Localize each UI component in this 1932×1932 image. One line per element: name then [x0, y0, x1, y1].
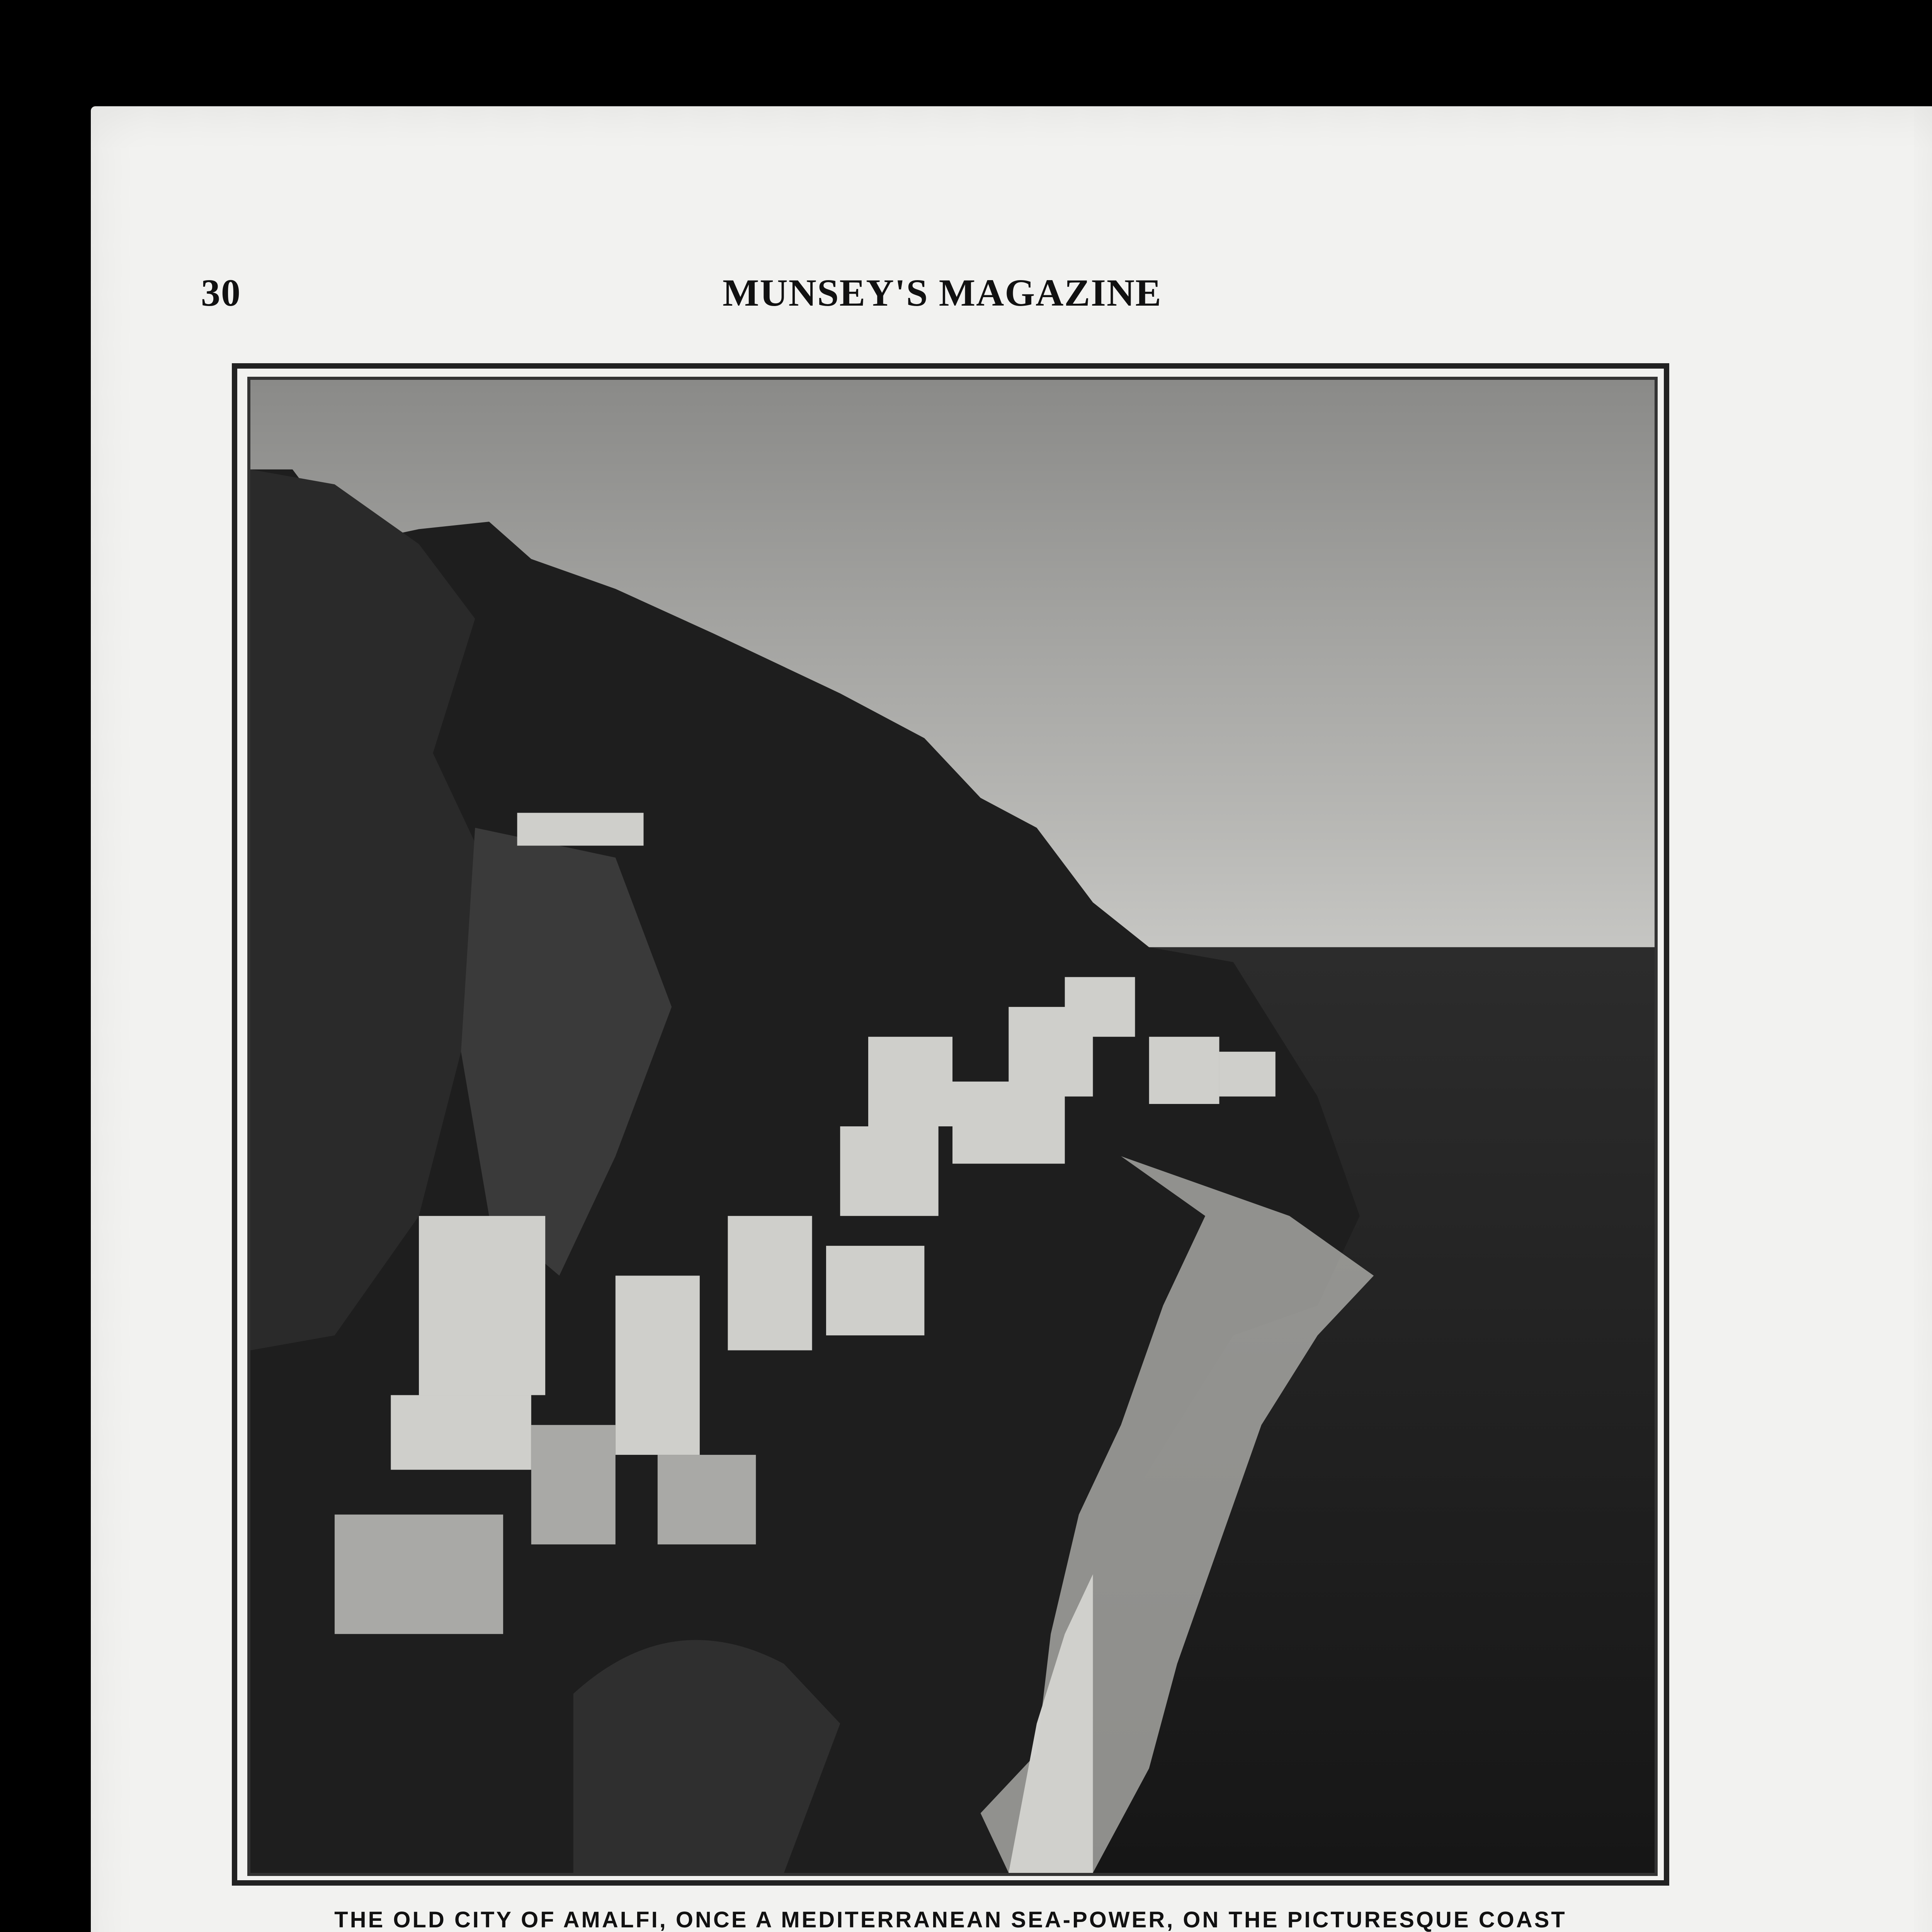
amalfi-coast-photograph — [250, 380, 1655, 1873]
figure-caption — [232, 1905, 1669, 1932]
page-number: 30 — [201, 271, 241, 314]
caption-line: THE OLD CITY OF AMALFI, ONCE A MEDITERRANEAN SEA-POWER, ON THE PICTURESQUE COAST — [334, 1907, 1567, 1932]
page-header — [201, 270, 1190, 321]
running-head: MUNSEY'S MAGAZINE — [723, 271, 1162, 314]
photo-frame — [247, 377, 1658, 1876]
